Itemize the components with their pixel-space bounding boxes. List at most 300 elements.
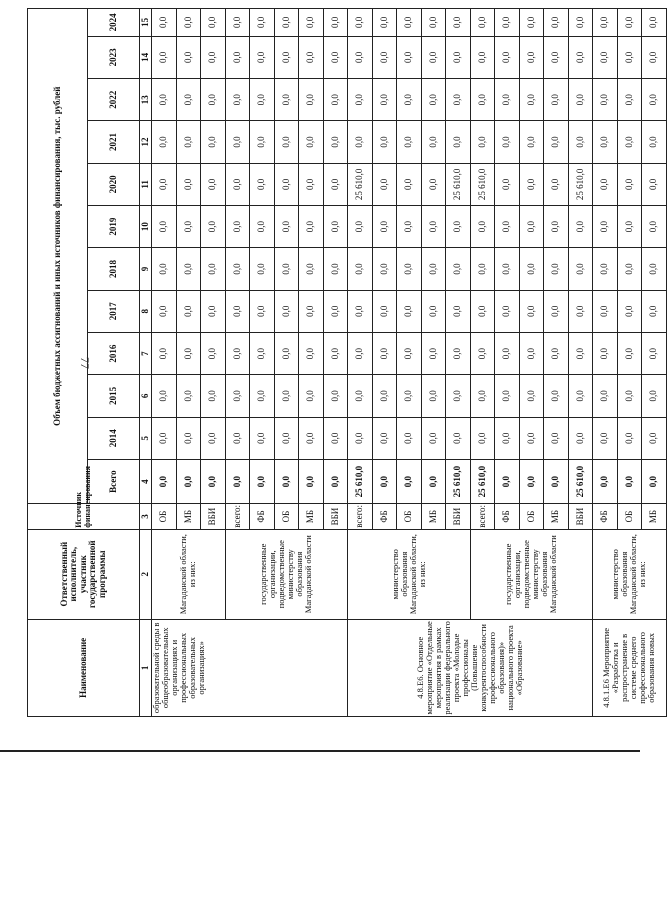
year-value: 0,0 (593, 36, 618, 78)
year-value: 0,0 (225, 36, 250, 78)
year-value: 0,0 (421, 206, 446, 248)
year-value: 0,0 (274, 121, 299, 163)
year-value: 0,0 (617, 375, 642, 417)
column-number: 9 (140, 248, 152, 290)
column-number: 1 (140, 619, 152, 716)
header-executor: Ответственный исполнитель, участник государственной программы (28, 529, 140, 619)
year-value: 0,0 (323, 79, 348, 121)
year-value: 0,0 (348, 332, 373, 374)
header-year: 2014 (88, 417, 140, 459)
header-total: Всего (88, 459, 140, 503)
year-value: 0,0 (299, 417, 324, 459)
funding-source: МБ (421, 504, 446, 529)
year-value: 0,0 (544, 121, 569, 163)
row-total: 0,0 (642, 459, 667, 503)
row-total: 0,0 (495, 459, 520, 503)
year-value: 0,0 (348, 375, 373, 417)
year-value: 0,0 (593, 290, 618, 332)
year-value: 0,0 (544, 9, 569, 37)
year-value: 0,0 (372, 79, 397, 121)
year-value: 0,0 (421, 79, 446, 121)
year-value: 0,0 (642, 163, 667, 205)
year-value: 0,0 (519, 332, 544, 374)
funding-source: ФБ (593, 504, 618, 529)
year-value: 0,0 (250, 79, 275, 121)
year-value: 0,0 (152, 332, 177, 374)
year-value: 0,0 (446, 375, 471, 417)
year-value: 0,0 (372, 36, 397, 78)
funding-source: МБ (642, 504, 667, 529)
header-year: 2022 (88, 79, 140, 121)
year-value: 0,0 (299, 332, 324, 374)
year-value: 0,0 (348, 9, 373, 37)
year-value: 0,0 (519, 417, 544, 459)
row-executor: министерство образования Магаданской области, из них: (593, 529, 667, 619)
row-name: 4.8.1.Е6 Мероприятие «Разработка и распространение в системе среднего профессионального образования новых (593, 619, 667, 716)
year-value: 0,0 (225, 417, 250, 459)
year-value: 0,0 (568, 417, 593, 459)
year-value: 0,0 (446, 9, 471, 37)
year-value: 0,0 (519, 121, 544, 163)
year-value: 0,0 (348, 79, 373, 121)
year-value: 0,0 (323, 248, 348, 290)
row-total: 0,0 (544, 459, 569, 503)
year-value: 0,0 (495, 36, 520, 78)
year-value: 0,0 (642, 417, 667, 459)
year-value: 0,0 (274, 248, 299, 290)
table-row (225, 9, 250, 717)
year-value: 0,0 (642, 206, 667, 248)
header-volume: Объем бюджетных ассигнований и иных источников финансирования, тыс. рублей (28, 9, 88, 504)
year-value: 0,0 (152, 121, 177, 163)
column-number: 2 (140, 529, 152, 619)
year-value: 0,0 (372, 121, 397, 163)
row-total: 0,0 (519, 459, 544, 503)
year-value: 25 610,0 (568, 163, 593, 205)
row-total: 25 610,0 (348, 459, 373, 503)
row-total: 0,0 (421, 459, 446, 503)
year-value: 0,0 (299, 163, 324, 205)
row-total: 0,0 (593, 459, 618, 503)
year-value: 0,0 (593, 79, 618, 121)
funding-source: ОБ (152, 504, 177, 529)
year-value: 0,0 (446, 332, 471, 374)
year-value: 0,0 (593, 375, 618, 417)
year-value: 0,0 (323, 163, 348, 205)
year-value: 0,0 (372, 163, 397, 205)
funding-source: МБ (544, 504, 569, 529)
year-value: 0,0 (323, 332, 348, 374)
year-value: 0,0 (470, 79, 495, 121)
year-value: 0,0 (201, 248, 226, 290)
year-value: 0,0 (568, 9, 593, 37)
row-executor: государственные организации, подведомственные министерству образования Магаданской области (225, 529, 348, 619)
funding-source: ОБ (617, 504, 642, 529)
year-value: 0,0 (250, 163, 275, 205)
year-value: 0,0 (372, 417, 397, 459)
year-value: 0,0 (225, 9, 250, 37)
year-value: 0,0 (348, 206, 373, 248)
year-value: 0,0 (176, 417, 201, 459)
year-value: 0,0 (495, 121, 520, 163)
year-value: 0,0 (225, 121, 250, 163)
year-value: 0,0 (176, 290, 201, 332)
page-number: 77 (78, 357, 93, 369)
header-year: 2020 (88, 163, 140, 205)
year-value: 0,0 (397, 206, 422, 248)
year-value: 0,0 (176, 9, 201, 37)
year-value: 0,0 (152, 290, 177, 332)
column-numbers-row (140, 9, 152, 717)
column-number: 11 (140, 163, 152, 205)
year-value: 0,0 (642, 36, 667, 78)
year-value: 0,0 (519, 79, 544, 121)
header-year: 2016 (88, 332, 140, 374)
year-value: 0,0 (568, 332, 593, 374)
year-value: 0,0 (568, 79, 593, 121)
funding-source: всего: (470, 504, 495, 529)
funding-source: ОБ (397, 504, 422, 529)
year-value: 0,0 (421, 290, 446, 332)
row-total: 25 610,0 (470, 459, 495, 503)
year-value: 0,0 (397, 417, 422, 459)
year-value: 0,0 (323, 290, 348, 332)
table-body (152, 9, 667, 717)
year-value: 0,0 (470, 121, 495, 163)
year-value: 0,0 (446, 417, 471, 459)
year-value: 0,0 (201, 332, 226, 374)
year-value: 0,0 (495, 9, 520, 37)
header-year: 2019 (88, 206, 140, 248)
year-value: 0,0 (201, 79, 226, 121)
row-total: 0,0 (372, 459, 397, 503)
year-value: 0,0 (152, 375, 177, 417)
year-value: 0,0 (397, 332, 422, 374)
funding-source: МБ (299, 504, 324, 529)
year-value: 0,0 (225, 163, 250, 205)
year-value: 0,0 (544, 332, 569, 374)
year-value: 0,0 (176, 248, 201, 290)
column-number: 14 (140, 36, 152, 78)
year-value: 0,0 (201, 417, 226, 459)
year-value: 0,0 (176, 121, 201, 163)
table-row (470, 9, 495, 717)
year-value: 0,0 (470, 248, 495, 290)
year-value: 0,0 (274, 290, 299, 332)
year-value: 0,0 (201, 163, 226, 205)
rotated-page-content (27, 8, 659, 717)
year-value: 0,0 (470, 206, 495, 248)
year-value: 0,0 (299, 248, 324, 290)
year-value: 0,0 (421, 9, 446, 37)
column-number: 3 (140, 504, 152, 529)
year-value: 0,0 (176, 36, 201, 78)
year-value: 0,0 (544, 206, 569, 248)
year-value: 0,0 (250, 206, 275, 248)
funding-source: ОБ (274, 504, 299, 529)
row-total: 0,0 (617, 459, 642, 503)
year-value: 0,0 (446, 206, 471, 248)
year-value: 0,0 (593, 206, 618, 248)
year-value: 0,0 (225, 375, 250, 417)
year-value: 0,0 (152, 417, 177, 459)
funding-source: ВБИ (323, 504, 348, 529)
year-value: 0,0 (470, 375, 495, 417)
year-value: 0,0 (544, 248, 569, 290)
header-name: Наименование (28, 619, 140, 716)
row-total: 0,0 (323, 459, 348, 503)
year-value: 0,0 (495, 332, 520, 374)
year-value: 0,0 (568, 36, 593, 78)
year-value: 0,0 (470, 332, 495, 374)
year-value: 0,0 (152, 248, 177, 290)
year-value: 0,0 (372, 375, 397, 417)
year-value: 0,0 (274, 332, 299, 374)
year-value: 0,0 (617, 417, 642, 459)
year-value: 0,0 (397, 36, 422, 78)
year-value: 0,0 (274, 375, 299, 417)
year-value: 0,0 (323, 417, 348, 459)
year-value: 0,0 (495, 248, 520, 290)
year-value: 0,0 (593, 332, 618, 374)
year-value: 0,0 (348, 121, 373, 163)
year-value: 0,0 (299, 9, 324, 37)
year-value: 0,0 (299, 206, 324, 248)
year-value: 0,0 (250, 36, 275, 78)
year-value: 0,0 (250, 290, 275, 332)
year-value: 0,0 (274, 163, 299, 205)
year-value: 0,0 (372, 248, 397, 290)
funding-source: ВБИ (446, 504, 471, 529)
year-value: 0,0 (176, 163, 201, 205)
row-name: образовательной среды в общеобразовательных организациях и профессиональных образовательных организациях» (152, 619, 348, 716)
year-value: 0,0 (274, 206, 299, 248)
year-value: 0,0 (568, 375, 593, 417)
year-value: 0,0 (152, 9, 177, 37)
year-value: 0,0 (397, 9, 422, 37)
row-total: 0,0 (201, 459, 226, 503)
year-value: 0,0 (299, 79, 324, 121)
column-number: 5 (140, 417, 152, 459)
year-value: 0,0 (201, 290, 226, 332)
year-value: 0,0 (544, 79, 569, 121)
year-value: 0,0 (348, 36, 373, 78)
year-value: 0,0 (470, 290, 495, 332)
year-value: 0,0 (225, 79, 250, 121)
year-value: 0,0 (421, 417, 446, 459)
year-value: 0,0 (201, 206, 226, 248)
year-value: 0,0 (421, 36, 446, 78)
year-value: 0,0 (519, 36, 544, 78)
row-executor: министерство образования Магаданской области, из них: (348, 529, 471, 619)
header-source: Источник финансирования (28, 504, 140, 529)
year-value: 0,0 (519, 375, 544, 417)
year-value: 0,0 (176, 332, 201, 374)
year-value: 0,0 (617, 248, 642, 290)
year-value: 0,0 (642, 79, 667, 121)
budget-table (27, 8, 667, 717)
year-value: 0,0 (495, 290, 520, 332)
row-total: 0,0 (152, 459, 177, 503)
year-value: 0,0 (250, 248, 275, 290)
year-value: 0,0 (323, 206, 348, 248)
year-value: 0,0 (201, 375, 226, 417)
year-value: 0,0 (593, 163, 618, 205)
year-value: 0,0 (446, 290, 471, 332)
table-row (593, 9, 618, 717)
funding-source: ОБ (519, 504, 544, 529)
year-value: 0,0 (642, 9, 667, 37)
year-value: 25 610,0 (348, 163, 373, 205)
year-value: 0,0 (176, 206, 201, 248)
year-value: 0,0 (152, 206, 177, 248)
funding-source: МБ (176, 504, 201, 529)
row-executor: государственные организации, подведомственные министерству образования Магаданской области (470, 529, 593, 619)
year-value: 25 610,0 (446, 163, 471, 205)
table-row (348, 9, 373, 717)
column-number: 6 (140, 375, 152, 417)
year-value: 0,0 (446, 36, 471, 78)
year-value: 0,0 (323, 121, 348, 163)
row-total: 0,0 (299, 459, 324, 503)
funding-source: ФБ (495, 504, 520, 529)
year-value: 0,0 (593, 417, 618, 459)
year-value: 0,0 (446, 248, 471, 290)
year-value: 0,0 (250, 121, 275, 163)
column-number: 15 (140, 9, 152, 37)
year-value: 0,0 (642, 375, 667, 417)
year-value: 25 610,0 (470, 163, 495, 205)
year-value: 0,0 (397, 79, 422, 121)
header-year: 2024 (88, 9, 140, 37)
year-value: 0,0 (176, 79, 201, 121)
year-value: 0,0 (544, 375, 569, 417)
year-value: 0,0 (152, 163, 177, 205)
year-value: 0,0 (421, 375, 446, 417)
year-value: 0,0 (617, 9, 642, 37)
year-value: 0,0 (397, 163, 422, 205)
year-value: 0,0 (544, 36, 569, 78)
year-value: 0,0 (397, 290, 422, 332)
year-value: 0,0 (274, 9, 299, 37)
year-value: 0,0 (250, 375, 275, 417)
column-number: 12 (140, 121, 152, 163)
year-value: 0,0 (372, 9, 397, 37)
year-value: 0,0 (568, 248, 593, 290)
funding-source: ВБИ (201, 504, 226, 529)
year-value: 0,0 (250, 9, 275, 37)
row-total: 0,0 (176, 459, 201, 503)
row-total: 0,0 (274, 459, 299, 503)
row-total: 0,0 (250, 459, 275, 503)
year-value: 0,0 (568, 290, 593, 332)
year-value: 0,0 (544, 163, 569, 205)
year-value: 0,0 (250, 417, 275, 459)
year-value: 0,0 (470, 36, 495, 78)
year-value: 0,0 (446, 79, 471, 121)
year-value: 0,0 (299, 290, 324, 332)
year-value: 0,0 (617, 36, 642, 78)
year-value: 0,0 (225, 332, 250, 374)
year-value: 0,0 (299, 121, 324, 163)
year-value: 0,0 (617, 206, 642, 248)
year-value: 0,0 (421, 121, 446, 163)
year-value: 0,0 (225, 290, 250, 332)
year-value: 0,0 (617, 290, 642, 332)
year-value: 0,0 (421, 163, 446, 205)
year-value: 0,0 (568, 121, 593, 163)
year-value: 0,0 (323, 375, 348, 417)
year-value: 0,0 (593, 248, 618, 290)
year-value: 0,0 (421, 332, 446, 374)
column-number: 8 (140, 290, 152, 332)
year-value: 0,0 (495, 79, 520, 121)
page-divider-line (0, 750, 640, 752)
year-value: 0,0 (201, 9, 226, 37)
year-value: 0,0 (617, 332, 642, 374)
column-number: 13 (140, 79, 152, 121)
year-value: 0,0 (470, 9, 495, 37)
year-value: 0,0 (617, 163, 642, 205)
year-value: 0,0 (323, 36, 348, 78)
year-value: 0,0 (642, 248, 667, 290)
year-value: 0,0 (642, 121, 667, 163)
year-value: 0,0 (397, 375, 422, 417)
year-value: 0,0 (519, 9, 544, 37)
row-total: 0,0 (397, 459, 422, 503)
year-value: 0,0 (274, 417, 299, 459)
year-value: 0,0 (348, 417, 373, 459)
header-year: 2017 (88, 290, 140, 332)
year-value: 0,0 (348, 248, 373, 290)
funding-source: всего: (225, 504, 250, 529)
year-value: 0,0 (152, 36, 177, 78)
year-value: 0,0 (225, 206, 250, 248)
year-value: 0,0 (617, 79, 642, 121)
year-value: 0,0 (201, 121, 226, 163)
row-total: 0,0 (225, 459, 250, 503)
year-value: 0,0 (470, 417, 495, 459)
year-value: 0,0 (446, 121, 471, 163)
year-value: 0,0 (225, 248, 250, 290)
year-value: 0,0 (495, 206, 520, 248)
header-year: 2021 (88, 121, 140, 163)
year-value: 0,0 (568, 206, 593, 248)
year-value: 0,0 (274, 36, 299, 78)
year-value: 0,0 (495, 375, 520, 417)
year-value: 0,0 (372, 332, 397, 374)
year-value: 0,0 (397, 121, 422, 163)
year-value: 0,0 (519, 290, 544, 332)
year-value: 0,0 (250, 332, 275, 374)
header-year: 2015 (88, 375, 140, 417)
year-value: 0,0 (397, 248, 422, 290)
year-value: 0,0 (519, 206, 544, 248)
year-value: 0,0 (544, 290, 569, 332)
table-row (152, 9, 177, 717)
year-value: 0,0 (544, 417, 569, 459)
year-value: 0,0 (152, 79, 177, 121)
year-value: 0,0 (593, 121, 618, 163)
year-value: 0,0 (274, 79, 299, 121)
funding-source: всего: (348, 504, 373, 529)
year-value: 0,0 (593, 9, 618, 37)
year-value: 0,0 (323, 9, 348, 37)
year-value: 0,0 (201, 36, 226, 78)
year-value: 0,0 (617, 121, 642, 163)
column-number: 7 (140, 332, 152, 374)
year-value: 0,0 (372, 290, 397, 332)
